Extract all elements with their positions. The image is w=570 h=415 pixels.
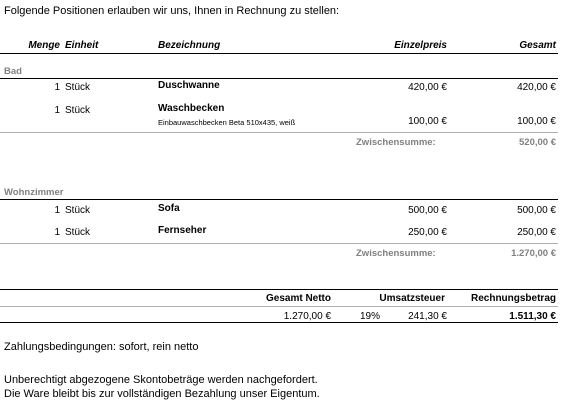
row-einzelpreis: 100,00 € bbox=[408, 116, 447, 127]
payment-terms: Zahlungsbedingungen: sofort, rein netto bbox=[4, 341, 199, 353]
row-einheit: Stück bbox=[65, 205, 91, 216]
summary-betrag-label: Rechnungsbetrag bbox=[470, 293, 556, 304]
section-rule-bad bbox=[0, 78, 558, 79]
row-einzelpreis: 420,00 € bbox=[408, 82, 447, 93]
row-einheit: Stück bbox=[65, 105, 91, 116]
header-rule bbox=[0, 53, 558, 54]
summary-betrag-value: 1.511,30 € bbox=[509, 311, 556, 322]
summary-ust-label: Umsatzsteuer bbox=[379, 293, 445, 304]
row-menge: 1 bbox=[54, 227, 60, 238]
section-title-wohnzimmer: Wohnzimmer bbox=[4, 187, 64, 198]
header-gesamt: Gesamt bbox=[519, 40, 556, 51]
row-einzelpreis: 250,00 € bbox=[408, 227, 447, 238]
row-einheit: Stück bbox=[65, 82, 91, 93]
subtotal-label-wohnzimmer: Zwischensumme: bbox=[356, 248, 436, 259]
summary-netto-label: Gesamt Netto bbox=[265, 293, 331, 304]
subtotal-label-bad: Zwischensumme: bbox=[356, 137, 436, 148]
summary-mid-rule bbox=[0, 306, 558, 307]
footer-note-eigentum: Die Ware bleibt bis zur vollständigen Bezahlung unser Eigentum. bbox=[4, 388, 320, 400]
row-menge: 1 bbox=[54, 105, 60, 116]
row-menge: 1 bbox=[54, 82, 60, 93]
row-menge: 1 bbox=[54, 205, 60, 216]
intro-text: Folgende Positionen erlauben wir uns, Ihnen in Rechnung zu stellen: bbox=[4, 5, 340, 17]
row-einheit: Stück bbox=[65, 227, 91, 238]
header-menge: Menge bbox=[28, 40, 60, 51]
row-einzelpreis: 500,00 € bbox=[408, 205, 447, 216]
row-bezeichnung: Sofa bbox=[158, 203, 180, 214]
row-detail: Einbauwaschbecken Beta 510x435, weiß bbox=[158, 118, 296, 127]
subtotal-value-wohnzimmer: 1.270,00 € bbox=[511, 248, 556, 259]
header-bezeichnung: Bezeichnung bbox=[158, 40, 221, 51]
row-bezeichnung: Waschbecken bbox=[158, 103, 225, 114]
summary-ust-value: 241,30 € bbox=[408, 311, 447, 322]
summary-bottom-rule bbox=[0, 322, 558, 323]
subtotal-rule-wohnzimmer bbox=[0, 243, 558, 244]
summary-top-rule bbox=[0, 289, 558, 290]
row-bezeichnung: Duschwanne bbox=[158, 80, 220, 91]
row-bezeichnung: Fernseher bbox=[158, 225, 207, 236]
row-gesamt: 100,00 € bbox=[517, 116, 556, 127]
header-einzelpreis: Einzelpreis bbox=[394, 40, 447, 51]
footer-note-skonto: Unberechtigt abgezogene Skontobeträge werden nachgefordert. bbox=[4, 374, 318, 386]
summary-ust-rate: 19% bbox=[359, 311, 380, 322]
subtotal-rule-bad bbox=[0, 132, 558, 133]
header-einheit: Einheit bbox=[65, 40, 99, 51]
row-gesamt: 420,00 € bbox=[517, 82, 556, 93]
row-gesamt: 250,00 € bbox=[517, 227, 556, 238]
section-rule-wohnzimmer bbox=[0, 199, 558, 200]
row-gesamt: 500,00 € bbox=[517, 205, 556, 216]
section-title-bad: Bad bbox=[4, 66, 22, 77]
subtotal-value-bad: 520,00 € bbox=[519, 137, 556, 148]
summary-netto-value: 1.270,00 € bbox=[283, 311, 331, 322]
